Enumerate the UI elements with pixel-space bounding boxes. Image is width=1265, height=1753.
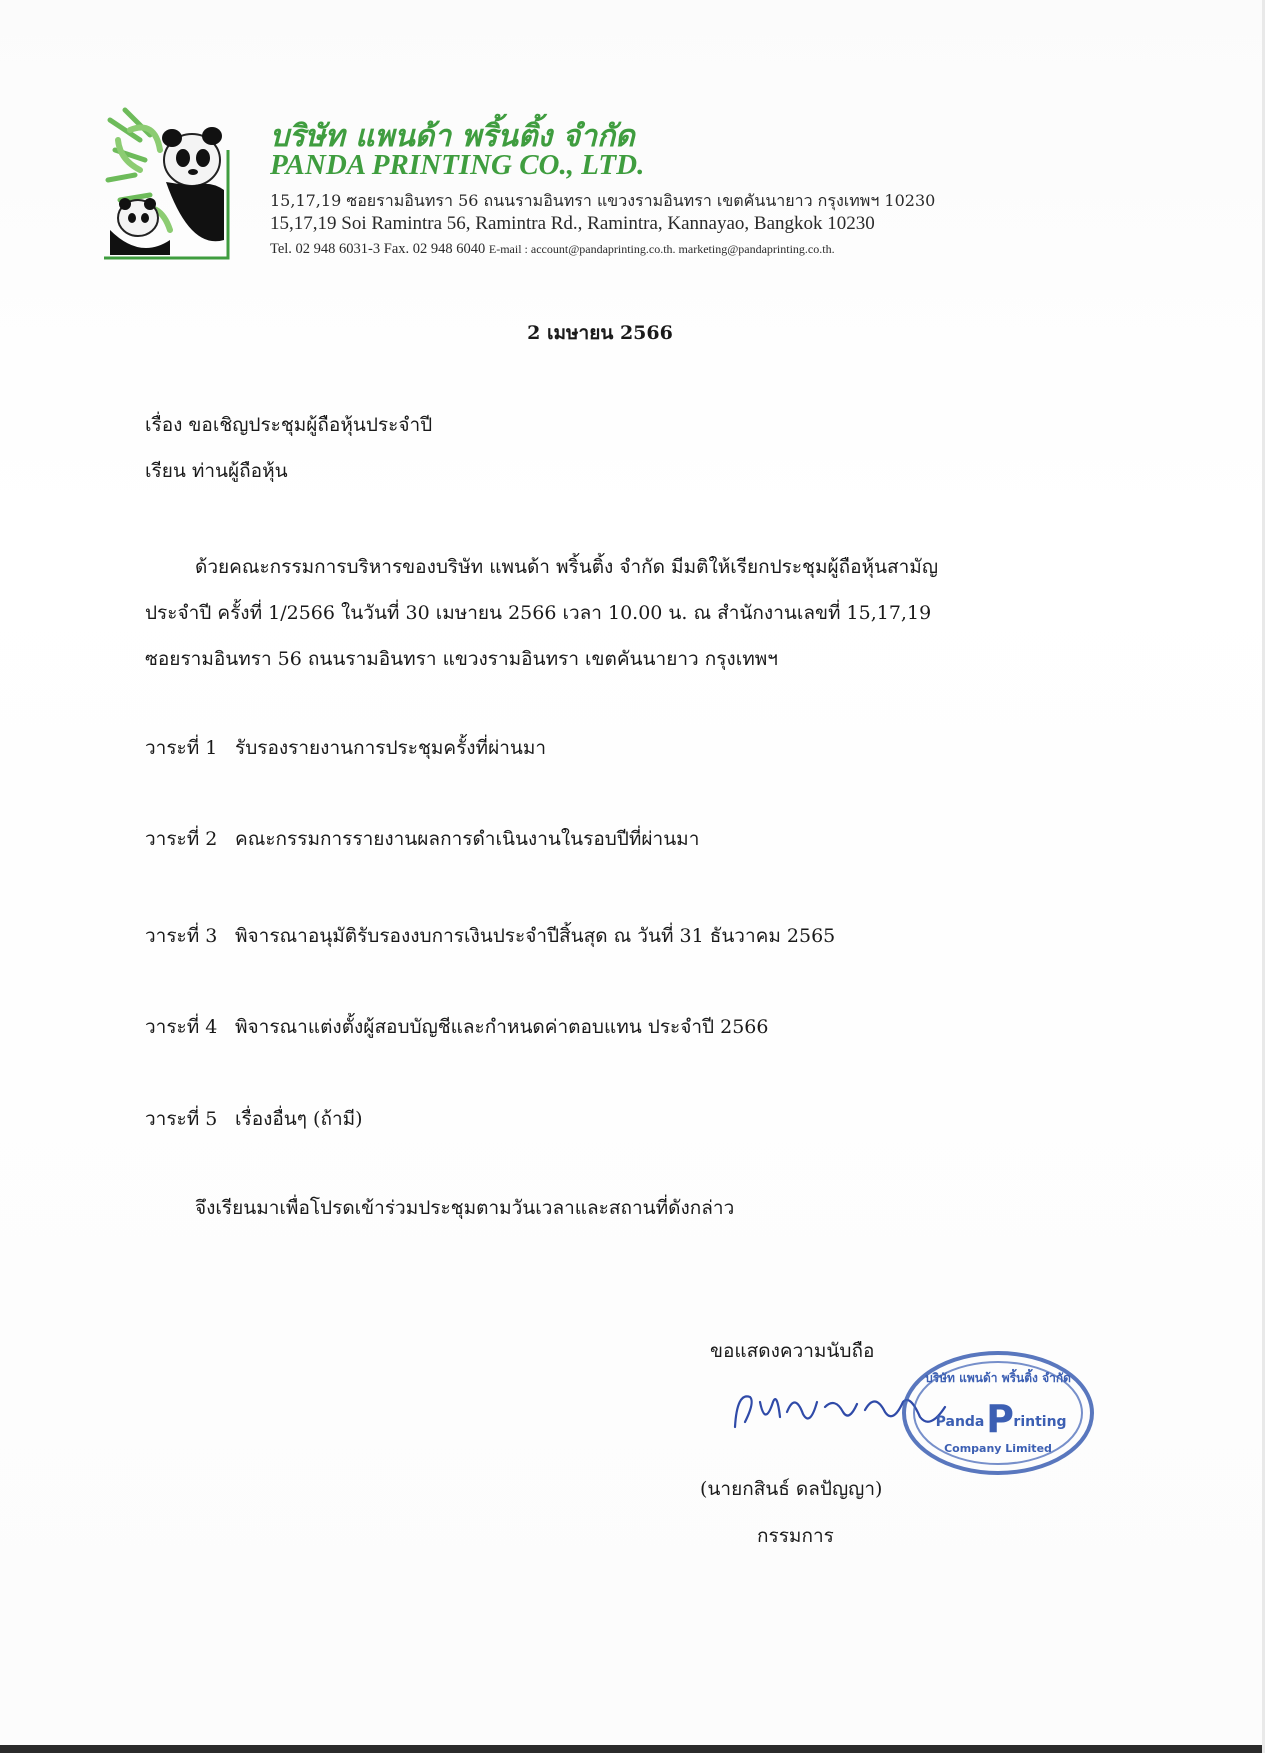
body-line-3: ซอยรามอินทรา 56 ถนนรามอินทรา แขวงรามอินทรา เขตคันนายาว กรุงเทพฯ (145, 648, 778, 670)
agenda-text: คณะกรรมการรายงานผลการดำเนินงานในรอบปีที่ผ่านมา (235, 828, 700, 850)
agenda-text: รับรองรายงานการประชุมครั้งที่ผ่านมา (235, 737, 547, 759)
agenda-text: เรื่องอื่นๆ (ถ้ามี) (235, 1108, 363, 1130)
signer-name: (นายกสินธ์ ดลปัญญา) (700, 1478, 883, 1500)
agenda-item-4 (145, 1012, 768, 1042)
recipient-line: เรียน ท่านผู้ถือหุ้น (145, 460, 288, 482)
closing-line: จึงเรียนมาเพื่อโปรดเข้าร่วมประชุมตามวันเวลาและสถานที่ดังกล่าว (195, 1197, 735, 1219)
agenda-number: วาระที่ 3 (145, 925, 218, 947)
seal-brand-left: Panda (935, 1414, 985, 1430)
seal-top-text: บริษัท แพนด้า พริ้นติ้ง จำกัด (925, 1371, 1071, 1385)
body-line-1: ด้วยคณะกรรมการบริหารของบริษัท แพนด้า พริ้นติ้ง จำกัด มีมติให้เรียกประชุมผู้ถือหุ้นสามัญ (195, 556, 939, 578)
company-name-thai: บริษัท แพนด้า พริ้นติ้ง จำกัด (270, 119, 635, 154)
agenda-text: พิจารณาอนุมัติรับรองงบการเงินประจำปีสิ้นสุด ณ วันที่ 31 ธันวาคม 2565 (235, 925, 836, 947)
regards-line: ขอแสดงความนับถือ (710, 1340, 875, 1362)
scan-bottom-edge (0, 1745, 1265, 1753)
agenda-item-2 (145, 824, 699, 854)
agenda-item-3 (145, 921, 835, 951)
agenda-number: วาระที่ 1 (145, 737, 218, 759)
agenda-text: พิจารณาแต่งตั้งผู้สอบบัญชีและกำหนดค่าตอบแทน ประจำปี 2566 (235, 1016, 769, 1038)
company-seal-icon (898, 1348, 1098, 1478)
seal-bottom-text: Company Limited (944, 1442, 1052, 1455)
contact-line (270, 241, 835, 258)
signer-position: กรรมการ (757, 1525, 834, 1547)
address-thai: 15,17,19 ซอยรามอินทรา 56 ถนนรามอินทรา แขวงรามอินทรา เขตคันนายาว กรุงเทพฯ 10230 (270, 191, 936, 210)
agenda-number: วาระที่ 2 (145, 828, 218, 850)
letter-date: 2 เมษายน 2566 (527, 322, 673, 344)
agenda-number: วาระที่ 4 (145, 1016, 218, 1038)
phone-fax: Tel. 02 948 6031-3 Fax. 02 948 6040 (270, 241, 486, 257)
address-english: 15,17,19 Soi Ramintra 56, Ramintra Rd., Ramintra, Kannayao, Bangkok 10230 (270, 213, 875, 234)
agenda-item-5 (145, 1104, 363, 1134)
seal-brand-right: rinting (1013, 1414, 1067, 1430)
email-addresses: E-mail : account@pandaprinting.co.th. marketing@pandaprinting.co.th. (488, 242, 835, 256)
agenda-item-1 (145, 733, 546, 763)
agenda-number: วาระที่ 5 (145, 1108, 218, 1130)
letterhead (100, 95, 1100, 265)
company-name-english: PANDA PRINTING CO., LTD. (270, 149, 645, 181)
body-line-2: ประจำปี ครั้งที่ 1/2566 ในวันที่ 30 เมษายน 2566 เวลา 10.00 น. ณ สำนักงานเลขที่ 15,17,19 (145, 602, 932, 624)
subject-line: เรื่อง ขอเชิญประชุมผู้ถือหุ้นประจำปี (145, 414, 433, 436)
panda-logo-icon (100, 100, 232, 260)
svg-text:P: P (986, 1397, 1014, 1441)
